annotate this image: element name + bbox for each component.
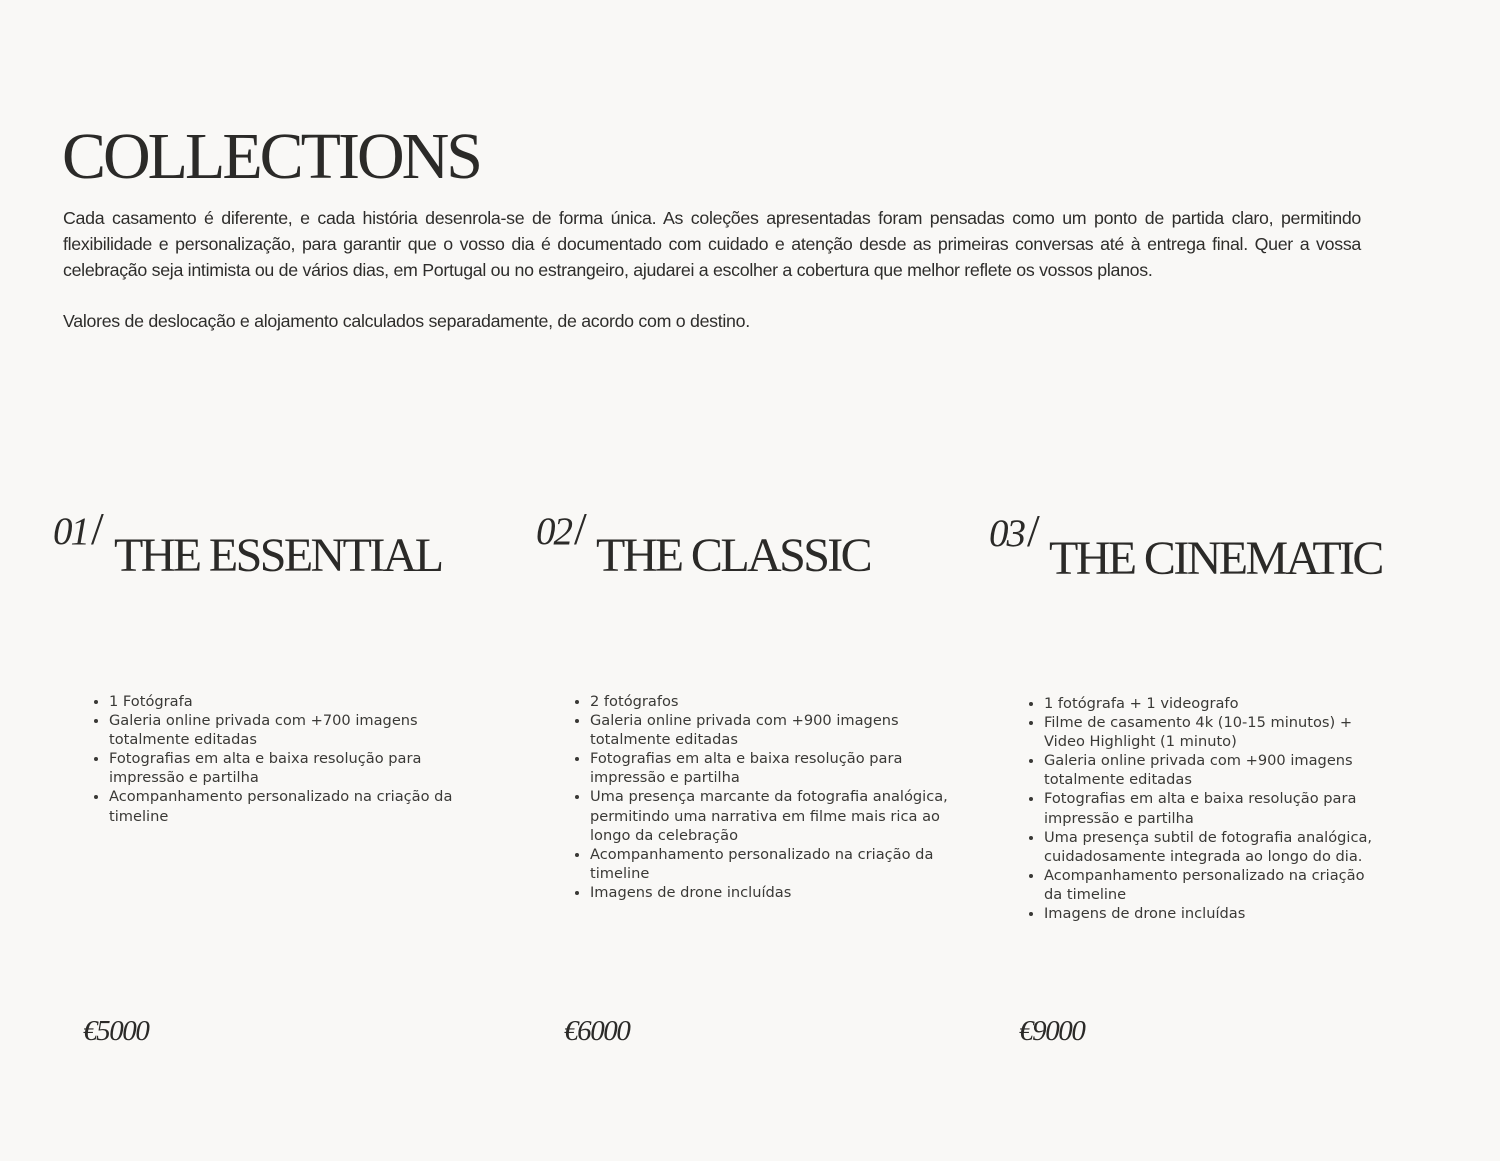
feature-item: • Galeria online privada com +900 imagens totalmente editadas [590,711,955,749]
feature-item: • Filme de casamento 4k (10-15 minutos) + Video Highlight (1 minuto) [1044,713,1374,751]
page-title: COLLECTIONS [62,120,480,193]
feature-item: • Uma presença marcante da fotografia analógica, permitindo uma narrativa em filme mais rica ao longo da celebração [590,787,955,844]
feature-item: • 1 Fotógrafa [109,692,459,711]
collection-number-value: 02 [536,510,571,553]
feature-item: • Acompanhamento personalizado na criação da timeline [590,845,955,883]
feature-item: • Fotografias em alta e baixa resolução para impressão e partilha [1044,789,1374,827]
price-essential: €5000 [83,1015,149,1047]
collection-number-slash: / [574,503,585,554]
feature-item: • Acompanhamento personalizado na criação da timeline [109,787,459,825]
collection-number-essential [53,503,102,555]
intro-paragraph: Cada casamento é diferente, e cada história desenrola-se de forma única. As coleções apresentadas foram pensadas como um ponto de partida claro, permitindo flexibilidade e personalização, para garantir que o vosso dia é documentado com cuidado e atenção desde as primeiras conversas até à entrega final. Quer a vossa celebração seja intimista ou de vários dias, em Portugal ou no estrangeiro, ajudarei a escolher a cobertura que melhor reflete os vossos planos. [63,208,1361,280]
feature-item: • Galeria online privada com +700 imagens totalmente editadas [109,711,459,749]
feature-list-cinematic [1023,694,1374,923]
feature-item: • Acompanhamento personalizado na criação da timeline [1044,866,1374,904]
collection-number-slash: / [1027,505,1038,556]
feature-list-essential [88,692,459,826]
feature-item: • Uma presença subtil de fotografia analógica, cuidadosamente integrada ao longo do dia. [1044,828,1374,866]
collection-number-value: 03 [989,512,1024,555]
collection-title-cinematic: THE CINEMATIC [1049,532,1382,585]
feature-list-classic [569,692,955,902]
feature-item: • Fotografias em alta e baixa resolução para impressão e partilha [590,749,955,787]
feature-item: • 2 fotógrafos [590,692,955,711]
price-cinematic: €9000 [1019,1015,1085,1047]
collection-number-value: 01 [53,510,88,553]
feature-item: • Imagens de drone incluídas [590,883,955,902]
collection-number-slash: / [91,503,102,554]
collection-title-essential: THE ESSENTIAL [114,529,442,582]
collection-number-cinematic [989,505,1038,557]
feature-item: • 1 fotógrafa + 1 videografo [1044,694,1374,713]
feature-item: • Galeria online privada com +900 imagens totalmente editadas [1044,751,1374,789]
travel-note: Valores de deslocação e alojamento calculados separadamente, de acordo com o destino. [63,311,750,331]
price-classic: €6000 [564,1015,630,1047]
collection-title-classic: THE CLASSIC [596,529,871,582]
collection-number-classic [536,503,585,555]
feature-item: • Fotografias em alta e baixa resolução para impressão e partilha [109,749,459,787]
feature-item: • Imagens de drone incluídas [1044,904,1374,923]
